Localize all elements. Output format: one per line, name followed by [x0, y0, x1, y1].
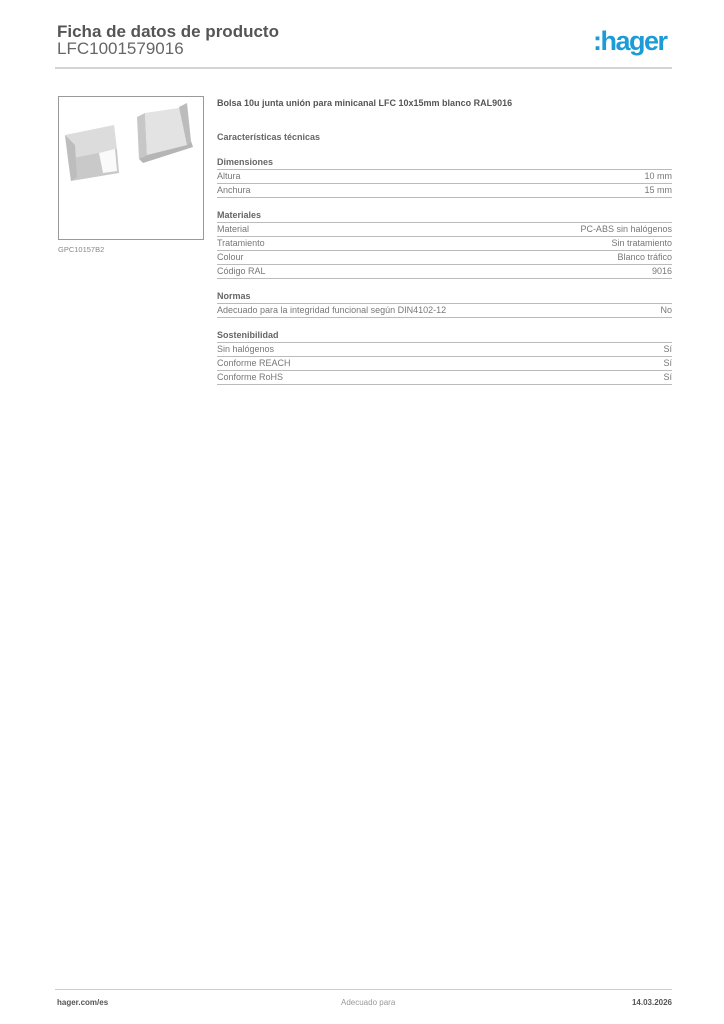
spec-label: Sin halógenos — [217, 344, 275, 354]
spec-row — [217, 357, 672, 371]
spec-section — [217, 290, 672, 318]
spec-row — [217, 237, 672, 251]
spec-label: Código RAL — [217, 266, 266, 276]
section-heading: Normas — [217, 290, 672, 304]
spec-row — [217, 170, 672, 184]
spec-row — [217, 184, 672, 198]
spec-label: Tratamiento — [217, 238, 265, 248]
spec-value: 10 mm — [644, 171, 672, 181]
header-divider — [55, 67, 672, 69]
characteristics-heading: Características técnicas — [217, 132, 321, 142]
spec-value: No — [660, 305, 672, 315]
section-heading: Sostenibilidad — [217, 329, 672, 343]
spec-value: Sí — [663, 372, 672, 382]
section-heading: Materiales — [217, 209, 672, 223]
spec-value: Sin tratamiento — [611, 238, 672, 248]
specs-column — [217, 96, 672, 385]
footer-date: 14.03.2026 — [631, 998, 672, 1007]
spec-label: Colour — [217, 252, 244, 262]
spec-value: 15 mm — [644, 185, 672, 195]
spec-label: Adecuado para la integridad funcional según DIN4102-12 — [217, 305, 447, 315]
spec-row — [217, 251, 672, 265]
spec-label: Conforme REACH — [217, 358, 291, 368]
spec-row — [217, 265, 672, 279]
hager-logo: :hager — [593, 26, 667, 56]
spec-value: Blanco tráfico — [617, 252, 672, 262]
product-image — [58, 96, 204, 240]
spec-label: Altura — [217, 171, 241, 181]
product-title: Bolsa 10u junta unión para minicanal LFC 10x15mm blanco RAL9016 — [217, 98, 513, 108]
spec-label: Conforme RoHS — [217, 372, 284, 382]
spec-value: Sí — [663, 344, 672, 354]
image-caption: GPC10157B2 — [58, 245, 105, 254]
footer-website[interactable]: hager.com/es — [57, 998, 109, 1007]
spec-value: 9016 — [651, 266, 672, 276]
product-illustration — [59, 97, 203, 239]
spec-value: Sí — [663, 358, 672, 368]
spec-value: PC-ABS sin halógenos — [580, 224, 672, 234]
section-heading: Dimensiones — [217, 156, 672, 170]
spec-section — [217, 209, 672, 279]
spec-row — [217, 371, 672, 385]
spec-row — [217, 343, 672, 357]
product-code: LFC1001579016 — [57, 39, 184, 58]
spec-label: Anchura — [217, 185, 251, 195]
spec-section — [217, 329, 672, 385]
spec-row — [217, 304, 672, 318]
spec-row — [217, 223, 672, 237]
page-title: Ficha de datos de producto — [57, 22, 279, 41]
spec-label: Material — [217, 224, 250, 234]
spec-section — [217, 156, 672, 198]
footer-divider — [55, 989, 672, 990]
footer-center-text: Adecuado para — [341, 998, 396, 1007]
